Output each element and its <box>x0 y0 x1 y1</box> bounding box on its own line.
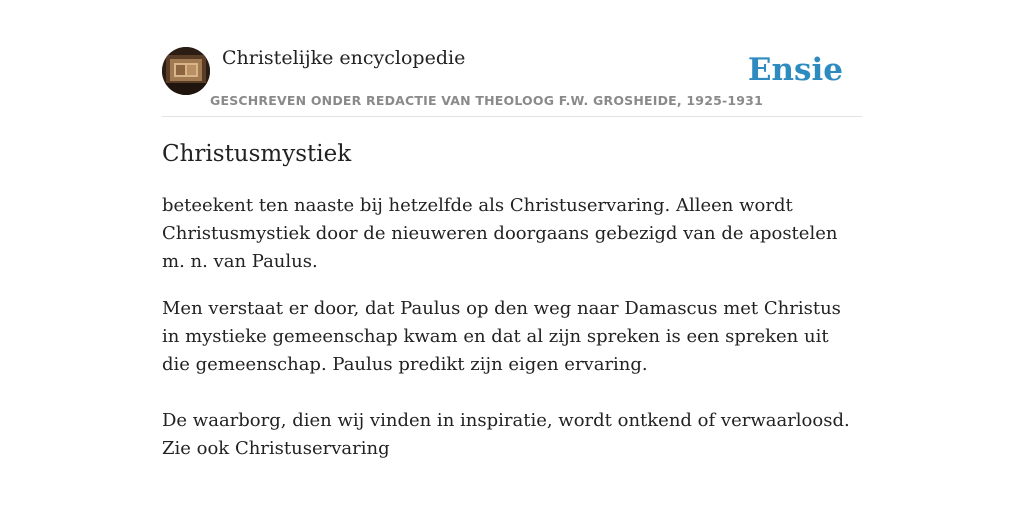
book-thumbnail-icon[interactable] <box>162 47 210 95</box>
article-paragraph: Men verstaat er door, dat Paulus op den weg naar Damascus met Christus in mystieke gemeenschap kwam en dat al zijn spreken is een spreken uit die gemeenschap. Paulus predikt zijn eigen ervaring. <box>162 298 841 375</box>
article-title: Christusmystiek <box>162 141 352 167</box>
article-paragraph: beteekent ten naaste bij hetzelfde als Christuservaring. Alleen wordt Christusmystiek door de nieuweren doorgaans gebezigd van de apostelen m. n. van Paulus. <box>162 195 838 272</box>
site-subtitle: GESCHREVEN ONDER REDACTIE VAN THEOLOOG F.W. GROSHEIDE, 1925-1931 <box>210 93 763 108</box>
brand-logo[interactable]: Ensie <box>747 52 843 88</box>
article <box>162 138 862 463</box>
article-paragraph: De waarborg, dien wij vinden in inspiratie, wordt ontkend of verwaarloosd. Zie ook Christuservaring <box>162 410 850 459</box>
site-header <box>162 46 862 117</box>
site-title[interactable]: Christelijke encyclopedie <box>222 47 466 69</box>
